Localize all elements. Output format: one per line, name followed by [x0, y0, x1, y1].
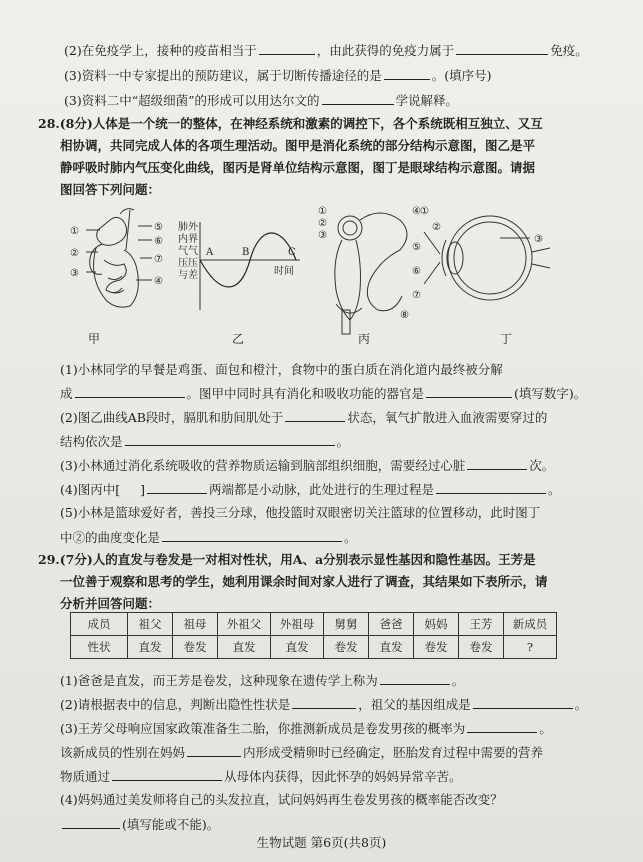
table-cell: 舅舅 — [324, 613, 369, 636]
answer-blank[interactable] — [467, 720, 537, 733]
answer-blank[interactable] — [456, 42, 548, 55]
text: (1)爸爸是直发，而王芳是卷发，这种现象在遗传学上称为 — [60, 673, 378, 688]
q29-sub2 — [60, 696, 587, 713]
point-c: C — [288, 247, 296, 258]
text: 状态，氧气扩散进入血液需要穿过的 — [347, 410, 548, 425]
eyeball-figure — [424, 216, 550, 300]
label-7: ⑦ — [412, 290, 421, 301]
text: (2)图乙曲线AB段时，膈肌和肋间肌处于 — [60, 410, 284, 425]
text: 结构依次是 — [60, 434, 123, 449]
answer-blank[interactable] — [162, 529, 342, 542]
answer-blank[interactable] — [322, 92, 394, 105]
q29-sub1 — [60, 672, 464, 689]
q29-sub3-line2 — [60, 744, 543, 761]
survey-table — [70, 612, 557, 659]
label-2: ② — [318, 218, 327, 229]
figures-drawing — [60, 200, 600, 345]
table-cell: 直发 — [271, 636, 324, 659]
q28-sub3 — [60, 457, 554, 474]
text: 该新成员的性别在妈妈 — [60, 745, 186, 760]
table-cell: 外祖母 — [271, 613, 324, 636]
label-4: ④ — [412, 206, 421, 217]
text: 免疫。 — [550, 43, 588, 58]
table-cell: ? — [504, 636, 557, 659]
table-cell: 王芳 — [459, 613, 504, 636]
digestive-labels — [70, 222, 163, 287]
yi-ylabel-d: 压压 — [178, 258, 198, 269]
q28-sub5-line1: (5)小林是篮球爱好者，善投三分球，他投篮时双眼密切关注篮球的位置移动，此时图丁 — [60, 505, 541, 520]
label-5: ⑤ — [154, 222, 163, 233]
text: 从母体内获得，因此怀孕的妈妈异常辛苦。 — [224, 769, 462, 784]
q27-sub3 — [64, 67, 491, 84]
text: (3)小林通过消化系统吸收的营养物质运输到脑部组织细胞，需要经过心脏 — [60, 458, 466, 473]
q27-sub2 — [64, 42, 588, 59]
q27-sub4 — [64, 92, 458, 109]
table-cell: 直发 — [128, 636, 173, 659]
text: 内形成受精卵时已经确定，胚胎发育过程中需要的营养 — [243, 745, 544, 760]
label-3: ③ — [318, 230, 327, 241]
q29-sub3-line1 — [60, 720, 552, 737]
text: 成 — [60, 386, 73, 401]
label-8: ⑧ — [400, 310, 409, 321]
table-cell: 祖父 — [128, 613, 173, 636]
answer-blank[interactable] — [384, 67, 430, 80]
figure-label-yi: 乙 — [232, 332, 245, 346]
answer-blank[interactable] — [380, 672, 450, 685]
table-cell: 祖母 — [173, 613, 218, 636]
label-3: ③ — [70, 268, 79, 279]
pressure-curve-figure — [178, 220, 300, 310]
text: 。 — [344, 530, 357, 545]
q29-sub4-line1: (4)妈妈通过美发师将自己的头发拉直，试问妈妈再生卷发男孩的概率能否改变？ — [60, 792, 503, 807]
q28-sub2-line2 — [60, 433, 349, 450]
nephron-labels — [318, 206, 421, 321]
table-cell: 爸爸 — [369, 613, 414, 636]
figure-label-jia: 甲 — [88, 332, 101, 346]
table-cell: 直发 — [369, 636, 414, 659]
answer-blank[interactable] — [259, 42, 315, 55]
figure-label-bing: 丙 — [358, 332, 371, 346]
text: (3)王芳父母响应国家政策准备生二胎，你推测新成员是卷发男孩的概率为 — [60, 721, 466, 736]
text: ，由此获得的免疫力属于 — [316, 43, 455, 58]
digestive-system-figure — [90, 209, 139, 307]
label-5: ⑤ — [412, 242, 421, 253]
q28-sub4 — [60, 481, 561, 498]
text: 次。 — [529, 458, 555, 473]
text: 。 — [574, 697, 588, 712]
table-cell: 成员 — [71, 613, 128, 636]
q28-intro-4: 图回答下列问题： — [60, 182, 161, 197]
table-cell: 外祖父 — [218, 613, 271, 636]
answer-blank[interactable] — [436, 481, 546, 494]
table-row — [71, 613, 557, 636]
table-cell: 性状 — [71, 636, 128, 659]
q29-sub4-line2 — [60, 816, 219, 833]
text: (3)资料一中专家提出的预防建议，属于切断传播途径的是 — [64, 68, 382, 83]
text: 。 — [548, 482, 561, 497]
answer-blank[interactable] — [285, 409, 345, 422]
answer-blank[interactable] — [75, 385, 185, 398]
text: (填写能或不能)。 — [122, 817, 220, 832]
label-7: ⑦ — [154, 254, 163, 265]
text: 。 — [336, 434, 350, 449]
label-6: ⑥ — [154, 236, 163, 247]
q29-sub3-line3 — [60, 768, 462, 785]
text: (2)在免疫学上，接种的疫苗相当于 — [64, 43, 257, 58]
label-2: ② — [432, 222, 441, 233]
figure-panel — [60, 200, 600, 345]
q28-intro-2: 相协调，共同完成人体的各项生理活动。图甲是消化系统的部分结构示意图，图乙是平 — [60, 138, 536, 153]
text: 学说解释。 — [395, 93, 459, 108]
text: 。(填序号) — [431, 68, 492, 83]
label-1: ① — [318, 206, 327, 217]
answer-blank[interactable] — [187, 744, 241, 757]
answer-blank[interactable] — [292, 696, 356, 709]
page-footer: 生物试题 第6页(共8页) — [256, 835, 387, 850]
table-cell: 妈妈 — [414, 613, 459, 636]
text: 两端都是小动脉，此处进行的生理过程是 — [208, 482, 434, 497]
yi-ylabel-a: 肺外 — [178, 222, 198, 233]
yi-ylabel-e: 与差 — [178, 270, 198, 281]
label-1: ① — [420, 206, 429, 217]
figure-label-ding: 丁 — [500, 332, 513, 346]
text: 。 — [539, 721, 552, 736]
eye-labels — [420, 206, 543, 245]
text: ，祖父的基因组成是 — [358, 697, 471, 712]
label-2: ② — [70, 248, 79, 259]
answer-blank[interactable] — [473, 696, 573, 709]
text: 中②的曲度变化是 — [60, 530, 161, 545]
q28-sub2-line1 — [60, 409, 547, 426]
point-a: A — [206, 247, 214, 258]
answer-blank[interactable] — [147, 481, 207, 494]
answer-blank[interactable] — [467, 457, 527, 470]
q29-intro-3: 分析并回答问题： — [60, 596, 161, 611]
answer-blank[interactable] — [62, 816, 120, 829]
q28-intro-3: 静呼吸时肺内气压变化曲线，图丙是肾单位结构示意图，图丁是眼球结构示意图。请据 — [60, 160, 536, 175]
q28-intro-1: 28.(8分)人体是一个统一的整体，在神经系统和激素的调控下，各个系统既相互独立、又互 — [38, 116, 543, 131]
q28-sub1-line1: (1)小林同学的早餐是鸡蛋、面包和橙汁，食物中的蛋白质在消化道内最终被分解 — [60, 362, 503, 377]
table-cell: 卷发 — [414, 636, 459, 659]
text: (3)资料二中“超级细菌”的形成可以用达尔文的 — [64, 93, 320, 108]
text: 物质通过 — [60, 769, 111, 784]
time-label: 时间 — [274, 266, 294, 277]
table-cell: 卷发 — [324, 636, 369, 659]
table-cell: 直发 — [218, 636, 271, 659]
label-4: ④ — [154, 276, 163, 287]
text: (4)图丙中[ — [60, 482, 121, 497]
table-cell: 卷发 — [173, 636, 218, 659]
label-1: ① — [70, 226, 79, 237]
q29-intro-2: 一位善于观察和思考的学生，她利用课余时间对家人进行了调查，其结果如下表所示，请 — [60, 574, 548, 589]
text: ] — [140, 482, 145, 497]
q29-intro-1: 29.(7分)人的直发与卷发是一对相对性状，用A、a分别表示显性基因和隐性基因。王芳是 — [38, 552, 536, 567]
answer-blank[interactable] — [112, 768, 222, 781]
label-6: ⑥ — [412, 266, 421, 277]
point-b: B — [242, 247, 250, 258]
nephron-figure — [335, 213, 407, 334]
table-row — [71, 636, 557, 659]
text: 。图甲中同时具有消化和吸收功能的器官是 — [186, 386, 425, 401]
answer-blank[interactable] — [426, 385, 512, 398]
table-cell: 新成员 — [504, 613, 557, 636]
text: (2)请根据表中的信息，判断出隐性性状是 — [60, 697, 291, 712]
q28-sub5-line2 — [60, 529, 357, 546]
text: 。 — [451, 673, 465, 688]
yi-ylabel-c: 气气 — [178, 246, 198, 257]
q28-sub1-line2 — [60, 385, 586, 402]
answer-blank[interactable] — [125, 433, 335, 446]
yi-ylabel-b: 内界 — [178, 234, 198, 245]
table-cell: 卷发 — [459, 636, 504, 659]
label-3: ③ — [534, 234, 543, 245]
text: (填写数字)。 — [514, 386, 587, 401]
